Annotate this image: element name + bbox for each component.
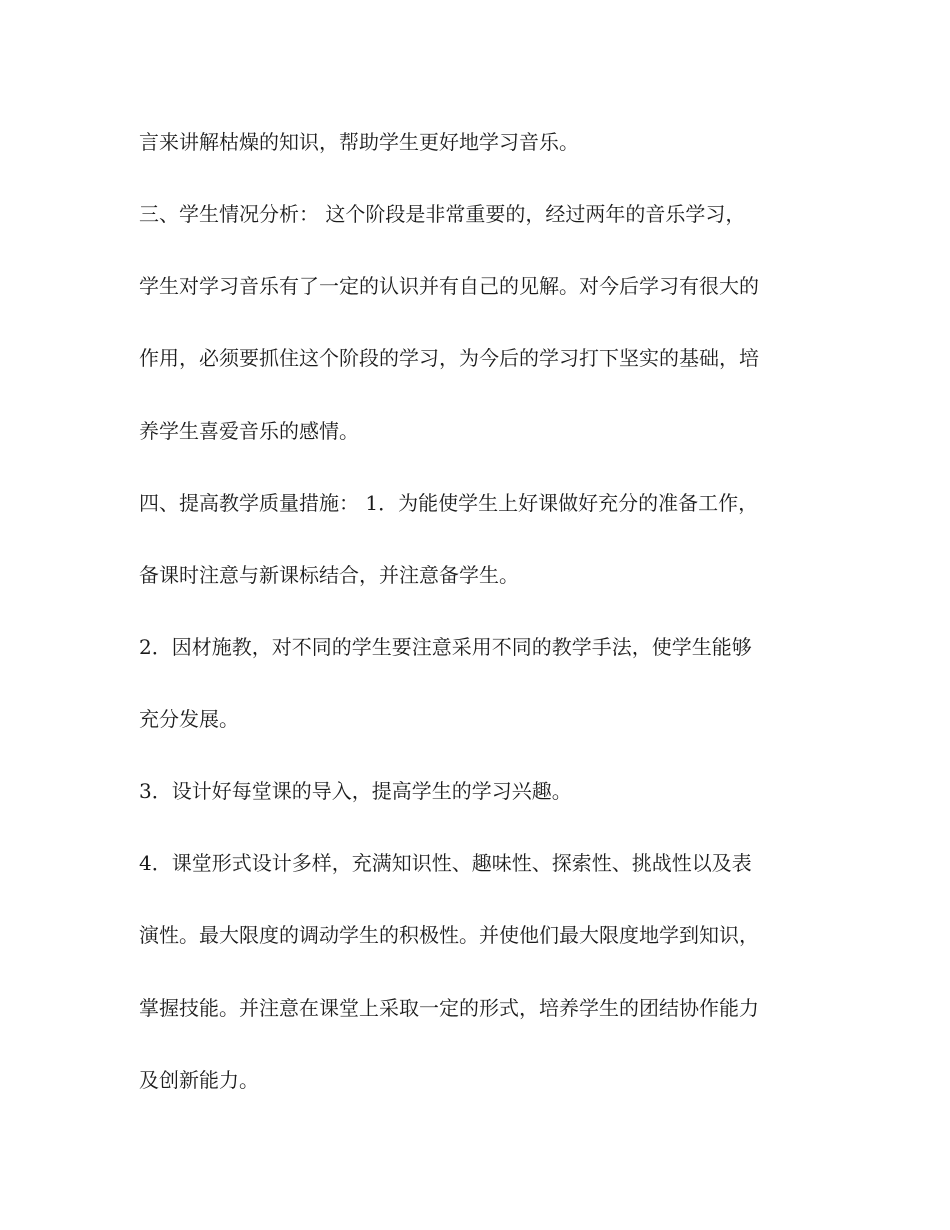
- list-item-3: 3．设计好每堂课的导入，提高学生的学习兴趣。: [139, 779, 572, 803]
- text-line: 言来讲解枯燥的知识，帮助学生更好地学习音乐。: [139, 130, 579, 154]
- text-line: 备课时注意与新课标结合，并注意备学生。: [139, 563, 519, 587]
- text-line: 充分发展。: [139, 707, 239, 731]
- list-item-2: 2．因材施教，对不同的学生要注意采用不同的教学手法，使学生能够: [139, 635, 752, 659]
- section-heading-student-analysis: 三、学生情况分析： 这个阶段是非常重要的，经过两年的音乐学习，: [139, 202, 746, 226]
- text-line: 学生对学习音乐有了一定的认识并有自己的见解。对今后学习有很大的: [139, 274, 759, 298]
- text-line: 养学生喜爱音乐的感情。: [139, 419, 359, 443]
- text-line: 掌握技能。并注意在课堂上采取一定的形式，培养学生的团结协作能力: [139, 996, 759, 1020]
- text-line: 及创新能力。: [139, 1068, 259, 1092]
- list-item-4: 4．课堂形式设计多样，充满知识性、趣味性、探索性、挑战性以及表: [139, 851, 752, 875]
- text-line: 作用，必须要抓住这个阶段的学习，为今后的学习打下坚实的基础，培: [139, 346, 759, 370]
- text-line: 演性。最大限度的调动学生的积极性。并使他们最大限度地学到知识，: [139, 923, 759, 947]
- section-heading-quality-measures: 四、提高教学质量措施： 1．为能使学生上好课做好充分的准备工作，: [139, 491, 759, 515]
